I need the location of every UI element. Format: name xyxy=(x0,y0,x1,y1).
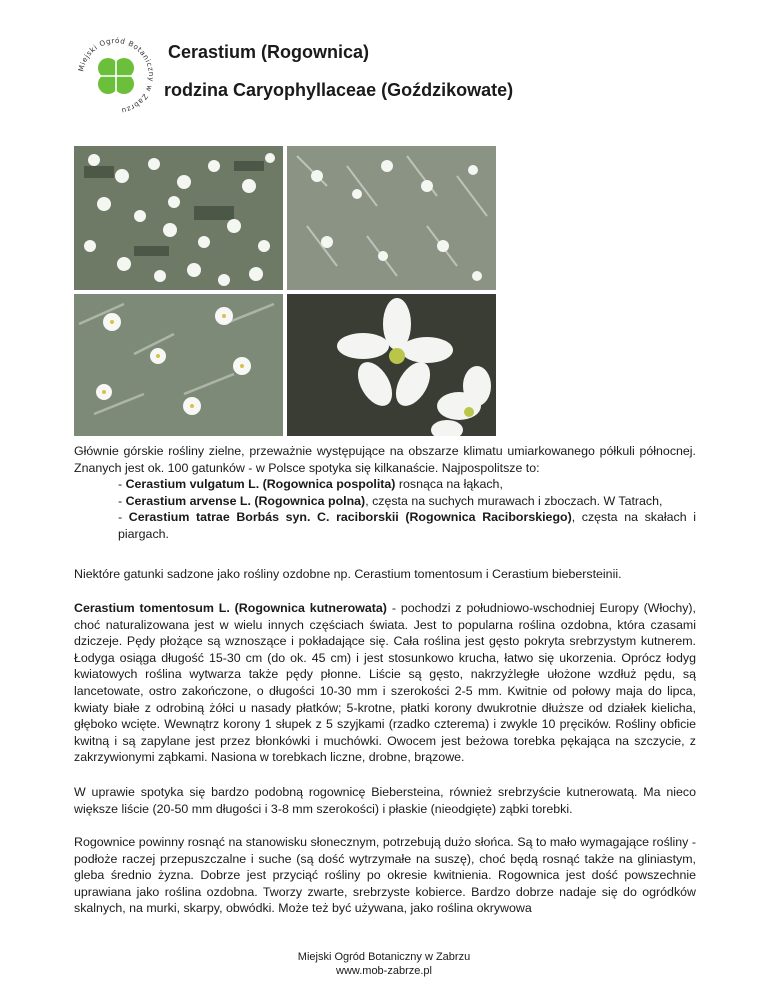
cultivation-paragraph: Rogownice powinny rosnąć na stanowisku słonecznym, potrzebują dużo słońca. Są to mało wymagające rośliny - podłoże raczej przepuszczalne i suche (są dość wytrzymałe na suszę), choć będą rosnąć także na gliniastym, gleba średnio żyzna. Dobrze jest przyciąć rośliny po okresie kwitnienia. Rogownica jest dość powszechnie uprawiana jako roślina ozdobna. Tworzy zwarte, srebrzyste kobierce. Bardzo dobrze nadaje się do ogródków skalnych, na murki, skarpy, obwódki. Może też być używana, jako roślina okrywowa xyxy=(74,835,696,916)
footer-website-link[interactable]: www.mob-zabrze.pl xyxy=(336,965,432,977)
garden-logo xyxy=(76,36,156,116)
page-subtitle: rodzina Caryophyllaceae (Goździkowate) xyxy=(164,80,514,100)
ornamental-paragraph: Niektóre gatunki sadzone jako rośliny ozdobne np. Cerastium tomentosum i Cerastium biebersteinii. xyxy=(74,567,622,581)
bieberstein-paragraph: W uprawie spotyka się bardzo podobną rogownicę Biebersteina, również srebrzyście kutnerowatą. Ma nieco większe liście (20-50 mm długości i 3-8 mm szerokości) i płaskie (nieodgięte) ząbki torebki. xyxy=(74,785,696,816)
logo-text: Miejski Ogród Botaniczny w Zabrzu xyxy=(76,36,156,116)
page-title: Cerastium (Rogownica) xyxy=(168,42,370,62)
four-leaf-clover-icon xyxy=(76,36,156,116)
photo-flower-carpet xyxy=(74,146,283,290)
list-item: - Cerastium tatrae Borbás syn. C. raciborskii (Rogownica Raciborskiego), częsta na skałach i piargach. xyxy=(118,510,696,541)
list-item: - Cerastium vulgatum L. (Rogownica pospolita) rosnąca na łąkach, xyxy=(118,477,503,492)
tomentosum-description: - pochodzi z południowo-wschodniej Europy (Włochy), choć naturalizowana jest w wielu innych częściach świata. Jest to popularna roślina ozdobna, która czasami dziczeje. Pędy płożące są wznoszące i pokładające się. Cała roślina jest gęsto pokryta srebrzystym kutnerem. Łodyga osiąga długość 15-30 cm (do ok. 45 cm) i jest stosunkowo krucha, łatwo się ukorzenia. Oprócz łodyg kwiatowych roślina wytwarza także pędy płonne. Liście są gęsto, nakrzyżległe ułożone wzdłuż pędu, są lancetowate, ostro zakończone, o długości 10-30 mm i szerokości 2-5 mm. Kwitnie od połowy maja do lipca, kwiaty białe z odrobiną żółci u nasady płatków; 5-krotne, płatki korony dwukrotnie dłuższe od działek kielicha, głęboko wcięte. Wewnątrz korony 1 słupek z 5 szyjkami (rzadko czterema) i zwykle 10 pręcików. Rośliny obficie kwitną i są zapylane jest przez błonkówki i muchówki. Owocem jest beżowa torebka pękająca na szczycie, z zakrzywionymi ząbkami. Nasiona w torebkach liczne, drobne, brązowe. xyxy=(74,601,696,765)
photo-silver-foliage xyxy=(287,146,496,290)
footer-org-name: Miejski Ogród Botaniczny w Zabrzu xyxy=(297,951,471,963)
intro-paragraph: Głównie górskie rośliny zielne, przeważnie występujące na obszarze klimatu umiarkowanego półkuli północnej. Znanych jest ok. 100 gatunków - w Polsce spotyka się kilkanaście. Najpospolitsze to: xyxy=(74,444,696,475)
photo-single-flower xyxy=(287,294,496,436)
photo-flowers-closeup xyxy=(74,294,283,436)
tomentosum-name: Cerastium tomentosum L. (Rogownica kutnerowata) xyxy=(74,601,387,615)
list-item: - Cerastium arvense L. (Rogownica polna), częsta na suchych murawach i zboczach. W Tatrach, xyxy=(118,493,663,508)
photo-grid xyxy=(74,146,496,436)
intro-section xyxy=(74,443,696,543)
tomentosum-paragraph xyxy=(74,600,696,766)
footer xyxy=(0,950,768,978)
